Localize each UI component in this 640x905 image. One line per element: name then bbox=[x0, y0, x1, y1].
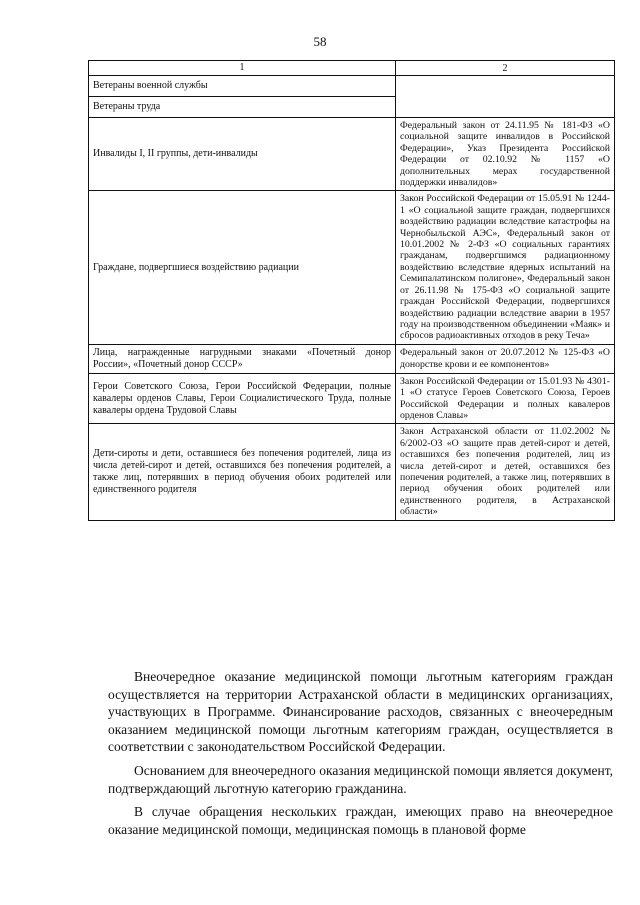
column-header-2: 2 bbox=[396, 61, 615, 76]
table-header-row bbox=[89, 61, 615, 76]
table-row bbox=[89, 424, 615, 520]
law-cell: Федеральный закон от 24.11.95 № 181-ФЗ «О социальной защите инвалидов в Российской Федерации», Указ Президента Российской Федерации от 02.10.92 № 1157 «О дополнительных мерах государственной поддержки инвалидов» bbox=[396, 118, 615, 191]
paragraph: Внеочередное оказание медицинской помощи льготным категориям граждан осуществляется на территории Астраханской области в медицинских организациях, участвующих в Программе. Финансирование расходов, связанных с внеочередным оказанием медицинской помощи льготным категориям граждан, осуществляется в соответствии с законодательством Российской Федерации. bbox=[108, 669, 613, 755]
law-cell bbox=[396, 76, 615, 118]
body-text bbox=[108, 668, 613, 838]
category-cell: Герои Советского Союза, Герои Российской Федерации, полные кавалеры орденов Славы, Герои Социалистического Труда, полные кавалеры ордена Трудовой Славы bbox=[89, 373, 396, 424]
category-cell: Инвалиды I, II группы, дети-инвалиды bbox=[89, 118, 396, 191]
category-cell: Ветераны труда bbox=[89, 97, 396, 118]
paragraph: Основанием для внеочередного оказания медицинской помощи является документ, подтверждающий льготную категорию гражданина. bbox=[108, 762, 613, 796]
table-row bbox=[89, 344, 615, 373]
table-row bbox=[89, 118, 615, 191]
category-cell: Дети-сироты и дети, оставшиеся без попечения родителей, лица из числа детей-сирот и детей, оставшихся без попечения родителей, а также лиц, потерявших в период обучения обоих родителей или единственного родителя bbox=[89, 424, 396, 520]
law-cell: Закон Российской Федерации от 15.05.91 № 1244-1 «О социальной защите граждан, подвергшихся воздействию радиации вследствие катастрофы на Чернобыльской АЭС», Федеральный закон от 10.01.2002 № 2-ФЗ «О социальных гарантиях гражданам, подвергшимся радиационному воздействию вследствие ядерных испытаний на Семипалатинском полигоне», Федеральный закон от 26.11.98 № 175-ФЗ «О социальной защите граждан Российской Федерации, подвергшихся воздействию радиации вследствие аварии в 1957 году на производственном объединении «Маяк» и сбросов радиоактивных отходов в реку Теча» bbox=[396, 191, 615, 344]
category-cell: Лица, награжденные нагрудными знаками «Почетный донор России», «Почетный донор СССР» bbox=[89, 344, 396, 373]
benefit-categories-table bbox=[88, 60, 615, 521]
law-cell: Закон Российской Федерации от 15.01.93 № 4301-1 «О статусе Героев Советского Союза, Героев Российской Федерации и полных кавалеров орденов Славы» bbox=[396, 373, 615, 424]
page-number: 58 bbox=[313, 34, 327, 49]
law-cell: Федеральный закон от 20.07.2012 № 125-ФЗ «О донорстве крови и ее компонентов» bbox=[396, 344, 615, 373]
column-header-1: 1 bbox=[89, 61, 396, 76]
paragraph: В случае обращения нескольких граждан, имеющих право на внеочередное оказание медицинской помощи, медицинская помощь в плановой форме bbox=[108, 804, 613, 837]
table-row bbox=[89, 373, 615, 424]
table-row bbox=[89, 76, 615, 97]
table-row bbox=[89, 191, 615, 344]
category-cell: Ветераны военной службы bbox=[89, 76, 396, 97]
law-cell: Закон Астраханской области от 11.02.2002 № 6/2002-ОЗ «О защите прав детей-сирот и детей, оставшихся без попечения родителей, лиц из числа детей-сирот и детей, оставшихся без попечения родителей, а также лиц, потерявших в период обучения обоих родителей или единственного родителя, в Астраханской области» bbox=[396, 424, 615, 520]
category-cell: Граждане, подвергшиеся воздействию радиации bbox=[89, 191, 396, 344]
